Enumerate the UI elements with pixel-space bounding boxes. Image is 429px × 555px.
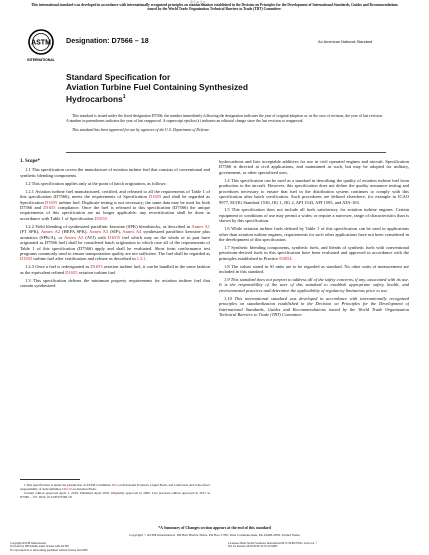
para-1-2: 1.2 This specification applies only at the point of batch origination, as follows: — [25, 180, 167, 186]
para-1-2-1-c: turbine fuel. Duplicate testing is not necessary; the same data may be used for both D7566 and — [20, 199, 210, 210]
footnote-1-c: on Aviation Fuels. — [72, 487, 97, 491]
link-d02-j0[interactable]: D02.J0 — [62, 487, 72, 491]
title-line-2: Aviation Turbine Fuel Containing Synthesized — [66, 82, 248, 92]
para-1-2-3-c: aviation turbine fuel. — [78, 269, 117, 275]
copyright-line: Copyright © ASTM International, 100 Barr Harbor Drive, PO Box C700, West Conshohocken, PA 19428-2959. United States — [129, 533, 300, 537]
para-1-6: 1.6 While aviation turbine fuels defined by Table 1 of this specification can be used in applications other than aviation turbine engines, requirements for such other applications have not been considered in the development of this specification. — [219, 226, 409, 243]
link-d1655[interactable]: D1655 — [94, 215, 107, 221]
footnote-1-a: 1 This specification is under the jurisdiction of ASTM Committee — [24, 483, 111, 487]
para-1-2-2-c: (HEFA SPK), — [62, 229, 88, 235]
para-1-5: 1.5 This specification does not include all fuels satisfactory for aviation turbine engines. Certain equipment or conditions of use may permit a wider, or require a narrower, range of characteristics than is shown by this specification. — [219, 207, 409, 224]
footnote-2: Current edition approved April 1, 2018. Published April 2018. Originally approved in 2009. Last previous edition approved in 2017 as D7566 – 17b. DOI: 10.1520/D7566-18 — [20, 491, 210, 499]
para-1-2-2-h: turbine fuel after certification and release as described in — [33, 256, 136, 262]
link-d1655[interactable]: D1655 — [45, 199, 58, 205]
link-annex-a1[interactable]: Annex A1 — [191, 223, 210, 229]
svg-text:ASTM: ASTM — [31, 39, 51, 47]
header-rule — [66, 152, 386, 153]
para-1-2-2-e: synthesized paraffinic kerosine plus aromatics (SPK/A), or — [20, 229, 211, 240]
scope-heading: 1. Scope* — [20, 159, 40, 164]
para-1-2-1-b: and shall be regarded as Specification — [20, 194, 211, 205]
link-annex-a4[interactable]: Annex A4 — [122, 229, 142, 235]
right-column — [219, 159, 409, 320]
para-1-2-2-a: 1.2.2 Field blending of synthesized paraffinic kerosine (SPK) blendstocks, as described in — [25, 223, 191, 229]
para-1-7-a: 1.7 Synthetic blending components, synthetic fuels, and blends of synthetic fuels with conventional petroleum-derived fuels in this specification have been evaluated and approved in accordance with the principles established in Practice — [219, 244, 409, 261]
link-annex-a2[interactable]: Annex A2 — [41, 229, 61, 235]
para-1-3-cont: hydrocarbons and lists acceptable additives for use in civil operated engines and aircraft. Specification D7566 is directed at civil applications, and maintained as such, but may be adopted for military, government, or other specialized uses. — [219, 159, 409, 175]
link-annex-a3[interactable]: Annex A3 — [89, 229, 109, 235]
top-notice: This international standard was developed in accordance with internationally recognized principles on standardization established in the Decision on Principles for the Development of International Standards, Guides and Recommendations issued by the World Trade Organization Technical Barriers to Trade (TBT) Committee. — [31, 3, 398, 12]
issued-note: This standard is issued under the fixed designation D7566; the number immediately following the designation indicates the year of original adoption or, in the case of revision, the year of last revision. A number in parentheses indicates the year of last reapproval. A superscript epsilon (ε) indicates an editorial change since the last revision or reapproval. — [66, 114, 383, 123]
para-1-10: 1.10 This international standard was developed in accordance with internationally recognized principles on standardization established in the Decision on Principles for the Development of International Standards, Guides and Recommendations issued by the World Trade Organization Technical Barriers to Trade (TBT) Committee. — [219, 295, 409, 318]
para-1-2-1-d: compliance. Once the fuel is released to this specification (D7566) the unique requirements of this specification are no longer applicable: any recertification shall be done in accordance with Table 1 of Specification — [20, 204, 211, 221]
title-line-3-text: Hydrocarbons — [66, 93, 123, 104]
link-d4054[interactable]: D4054 — [279, 255, 292, 261]
title-line-1: Standard Specification for — [66, 72, 171, 82]
footnote-rule — [20, 479, 80, 480]
para-1-1: 1.1 This specification covers the manufacture of aviation turbine fuel that consists of conventional and synthetic blending components. — [20, 167, 210, 178]
link-d02[interactable]: D02 — [111, 483, 118, 487]
footnote-1 — [20, 483, 210, 491]
para-1-2-2-g: fuel which may on the whole or in part have originated as D7566 fuel) shall be considered batch origination in which case all of the requirements of Table 1 of this specification (D7566) apply and shall be evaluated. Short form conformance test programs commonly used to ensure transportation quality are not sufficient. The fuel shall be regarded as — [20, 234, 211, 256]
summary-of-changes-note: *A Summary of Changes section appears at the end of this standard — [158, 526, 271, 530]
para-1-4: 1.4 This specification can be used as a standard in describing the quality of aviation turbine fuel from production to the aircraft. However, this specification does not define the quality assurance testing and procedures necessary to ensure that fuel in the distribution system continues to comply with this specification after batch certification. Such procedures are defined elsewhere, for example in ICAO 9977, EI/JIG Standard 1530, JIG 1, JIG 2, API 1543, API 1595, and ATA-103. — [219, 177, 409, 205]
astm-logo — [26, 28, 56, 68]
para-1-2-1: 1.2.1 Aviation turbine fuel manufactured, certified, and released to all the requirements of Table 1 of this specification (D7566), meets the requirements of Specification D1655 and shall be regarded as Specification D1655 turbine fuel. Duplicate testing is not necessary; the same data may be used for both D7566 and D1655 compliance. Once the fuel is released to this specification (D7566) the unique requirements of this specification are no longer applicable: any recertification shall be done in accordance with Table 1 of Specification D1655. — [20, 188, 211, 221]
dod-note: This standard has been approved for use by agencies of the U.S. Department of Defense. — [72, 127, 210, 132]
para-1-2-2-d: (SIP), — [110, 229, 121, 235]
para-1-9: 1.9 This standard does not purport to address all of the safety concerns, if any, associated with its use. It is the responsibility of the user of this standard to establish appropriate safety, health, and environmental practices and determine the applicability of regulatory limitations prior to use. — [219, 276, 409, 293]
para-1-2-2-f: (ATJ) with — [85, 234, 106, 240]
para-1-2-2-b: (FT SPK), — [20, 229, 40, 235]
link-d1655[interactable]: D1655 — [20, 256, 33, 262]
para-1-2-3 — [20, 264, 210, 275]
scan-marks: 命令 & 注文 — [190, 0, 206, 4]
title-line-3 — [66, 92, 366, 104]
para-1-2-2: 1.2.2 Field blending of synthesized paraffinic kerosine (SPK) blendstocks, as described in Annex A1 (FT SPK), Annex A2 (HEFA SPK), Annex A3 (SIP), Annex A4 synthesized paraffinic kerosine plus aromatics (SPK/A), or Annex A5 (ATJ) with D1655 fuel which may on the whole or in part have originated as D7566 fuel) shall be considered batch origination in which case all of the requirements of Table 1 of this specification (D7566) apply and shall be evaluated. Short form conformance test programs commonly used to ensure transportation quality are not sufficient. The fuel shall be regarded as D1655 turbine fuel after certification and release as described in 1.2.1. — [20, 223, 211, 262]
para-1-2-1-a: 1.2.1 Aviation turbine fuel manufactured, certified, and released to all the requirements of Table 1 of this specification (D7566), meets the requirements of Specification — [20, 188, 210, 200]
license-left: Copyright ASTM International Provided by IHS Markit under license with ASTM No reproduction or networking permitted without license from IHS — [10, 541, 88, 552]
para-1-2-3-b: aviation turbine fuel, it can be handled in the same fashion as the equivalent refined — [20, 264, 211, 275]
footnote — [20, 483, 210, 499]
intro-note — [66, 114, 386, 132]
title-footnote-mark: 1 — [122, 94, 126, 100]
designation: Designation: D7566 – 18 — [66, 36, 149, 45]
link-d1655[interactable]: D1655 — [43, 204, 56, 210]
title-block — [66, 72, 366, 104]
para-1-2-3-a: 1.2.3 Once a fuel is redesignated as — [25, 264, 90, 270]
para-1-3: 1.3 This specification defines the minimum property requirements for aviation turbine fuel that contain synthesized — [20, 277, 210, 289]
link-d1655[interactable]: D1655 — [148, 194, 162, 200]
license-right: Licensee=Shell Global Solutions International B.V./5936017001, User=xx, ? Not for Resale, 06/02/2018 10:55:16 MDT — [228, 541, 317, 549]
link-annex-a5[interactable]: Annex A5 — [64, 234, 84, 240]
link-section-1-2-1[interactable]: 1.2.1 — [136, 256, 146, 262]
link-d1655[interactable]: D1655 — [65, 269, 78, 275]
para-1-7: 1.7 Synthetic blending components, synthetic fuels, and blends of synthetic fuels with conventional petroleum-derived fuels in this specification have been evaluated and approved in accordance with the principles established in Practice D4054. — [219, 244, 409, 261]
link-d1655[interactable]: D1655 — [107, 234, 121, 240]
standard-label: An American National Standard — [318, 39, 373, 44]
link-d1655[interactable]: D1655 — [90, 264, 103, 270]
left-column — [20, 159, 210, 291]
para-1-8: 1.8 The values stated in SI units are to be regarded as standard. No other units of measurement are included in this standard. — [219, 263, 409, 275]
footnote-1-b: on Petroleum Products, Liquid Fuels, and Lubricants and is the direct responsibility of Subcommittee — [20, 483, 211, 491]
logo-label: INTERNATIONAL — [27, 58, 55, 62]
